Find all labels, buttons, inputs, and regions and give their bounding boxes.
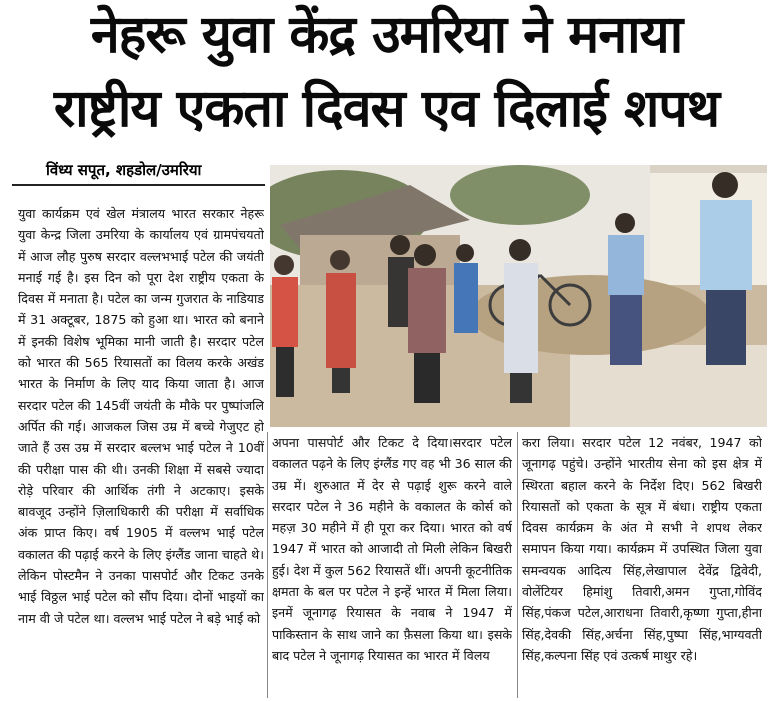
column-divider-2 (517, 432, 518, 698)
event-photo (270, 165, 767, 427)
headline-line-2: राष्ट्रीय एकता दिवस एव दिलाई शपथ (53, 79, 720, 139)
column-divider-1 (267, 432, 268, 698)
article-column-2: अपना पासपोर्ट और टिकट दे दिया।सरदार पटेल वकालत पढ़ने के लिए इंग्लैंड गए वह भी 36 साल की उम्र में। शुरुआत में देर से पढ़ाई शुरू करने वाले सरदार पटेल ने 36 महीने के वकालत के कोर्स को महज़ 30 महीने में ही पूरा कर दिया। भारत को वर्ष 1947 में भारत को आजादी तो मिली लेकिन बिखरी हुई। देश में कुल 562 रियासतें थीं। अपनी कूटनीतिक क्षमता के बल पर पटेल ने इन्हें भारत में मिला लिया। इनमें जूनागढ़ रियासत के नवाब ने 1947 में पाकिस्तान के साथ जाने का फ़ैसला किया था। इसके बाद पटेल ने जूनागढ़ रियासत का भारत में विलय (272, 435, 512, 663)
byline-rule (12, 184, 265, 186)
headline-line-1: नेहरू युवा केंद्र उमरिया ने मनाया (90, 5, 683, 65)
article-column-3: करा लिया। सरदार पटेल 12 नवंबर, 1947 को जूनागढ़ पहुंचे। उन्होंने भारतीय सेना को इस क्षेत्र में स्थिरता बहाल करने के निर्देश दिए। 562 बिखरी रियासतों को एकता के सूत्र में बंधा। राष्ट्रीय एकता दिवस कार्यक्रम के अंत मे सभी ने शपथ लेकर समापन किया गया। कार्यक्रम में उपस्थित जिला युवा समन्वयक आदित्य सिंह,लेखापाल देवेंद्र द्विवेदी, वोलेंटियर हिमांशु तिवारी,अमन गुप्ता,गोविंद सिंह,पंकज पटेल,आराधना तिवारी,कृष्णा गुप्ता,हीना सिंह,देवकी सिंह,अर्चना सिंह,पुष्पा सिंह,भाग्यवती सिंह,कल्पना सिंह एवं उत्कर्ष माथुर रहे। (522, 435, 762, 663)
byline: विंध्य सपूत, शहडोल/उमरिया (46, 161, 202, 179)
article-column-1: युवा कार्यक्रम एवं खेल मंत्रालय भारत सरकार नेहरू युवा केन्द्र जिला उमरिया के कार्यालय एवं ग्रामपंचयतो में आज लौह पुरुष सरदार वल्लभभाई पटेल की जयंती मनाई गई है। इस दिन को पूरा देश राष्ट्रीय एकता के दिवस में मनाता है। पटेल का जन्म गुजरात के नाडियाड में 31 अक्टूबर, 1875 को हुआ था। भारत को बनाने में इनकी विशेष भूमिका मानी जाती है। सरदार पटेल को भारत की 565 रियासतों का विलय करके अखंड भारत के निर्माण के लिए याद किया जाता है। आज सरदार पटेल की 145वीं जयंती के मौके पर पुष्पांजलि अर्पित की गई। आजकल जिस उम्र में बच्चे गेजुएट हो जाते हैं उस उम्र में सरदार बल्लभ भाई पटेल ने 10वीं की परीक्षा पास की थी। उनकी शिक्षा में सबसे ज्यादा रोड़े परिवार की आर्थिक तंगी ने अटकाए। इसके बावजूद उन्होंने ज़िलाधिकारी की परीक्षा में सर्वाधिक अंक प्राप्त किए। वर्ष 1905 में वल्लभ भाई पटेल वकालत की पढ़ाई करने के लिए इंग्लैंड जाना चाहते थे। लेकिन पोस्टमैन ने उनका पासपोर्ट और टिकट उनके भाई विठ्ठल भाई पटेल को सौंप दिया। दोनों भाइयों का नाम वी जे पटेल था। वल्लभ भाई पटेल ने बड़े भाई को (18, 206, 264, 626)
event-photo-illustration (270, 165, 767, 427)
